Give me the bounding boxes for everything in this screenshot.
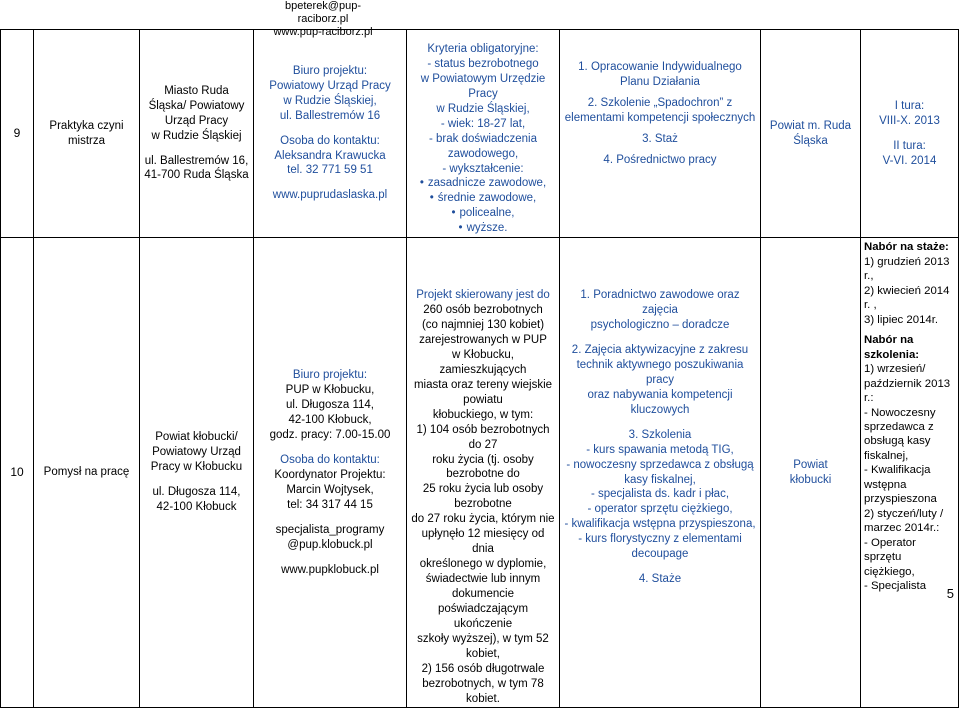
office-line: ul. Długosza 114, (285, 399, 374, 412)
criteria-cell (407, 30, 560, 238)
form-item: kluczowych (630, 403, 690, 416)
description-line: zarejestrowanych w PUP (419, 334, 547, 346)
form-item: - specjalista ds. kadr i płac, (590, 488, 730, 501)
website-link[interactable]: www.pupklobuck.pl (281, 563, 379, 576)
description-line: 2) 156 osób długotrwale (421, 662, 545, 675)
form-item: 1. Opracowanie Indywidualnego Planu Działania (578, 61, 742, 88)
criteria-line: - wykształcenie: (442, 162, 524, 175)
description-line: bezrobotnych, w tym 78 kobiet. (422, 677, 544, 705)
term-line: I tura: (894, 99, 925, 112)
contact-cell (254, 238, 407, 708)
criteria-line: w Rudzie Śląskiej, (436, 102, 530, 115)
row-number: 10 (1, 238, 34, 708)
description-line: roku życia (tj. osoby bezrobotne do (432, 453, 534, 481)
description-line: kłobuckiego, w tym: (432, 408, 534, 421)
contact-cell (254, 30, 407, 238)
contact-email[interactable]: bpeterek@pup-raciborz.pl (285, 0, 361, 25)
contact-line: Aleksandra Krawucka (274, 149, 386, 162)
form-item: 4. Staże (638, 573, 682, 586)
contact-email[interactable]: @pup.klobuck.pl (287, 538, 373, 551)
office-line: w Rudzie Śląskiej, (283, 94, 377, 107)
description-line: szkoły wyższej), w tym 52 kobiet, (417, 632, 549, 660)
contact-line: tel. 32 771 59 51 (287, 164, 373, 177)
office-line: Powiatowy Urząd Pracy (269, 79, 391, 92)
contact-line: Koordynator Projektu: (274, 468, 386, 481)
criteria-line: w Powiatowym Urzędzie Pracy (420, 72, 546, 100)
criteria-title: Kryteria obligatoryjne: (427, 43, 539, 55)
form-item: - operator sprzętu ciężkiego, (587, 503, 733, 516)
term-line: - Kwalifikacja wstępna przyspieszona (864, 464, 937, 506)
term-line: VIII-X. 2013 (879, 114, 940, 127)
contact-label: Osoba do kontaktu: (280, 134, 380, 147)
criteria-line: - status bezrobotnego (427, 57, 539, 70)
education-list (410, 176, 556, 236)
criteria-line: - wiek: 18-27 lat, (440, 117, 526, 130)
term-label: Nabór na staże: (864, 241, 949, 254)
description-cell (407, 238, 560, 708)
projects-table (0, 29, 959, 708)
description-line: upłynęło 12 miesięcy od dnia (421, 528, 545, 556)
table-row (1, 30, 959, 238)
area-line: Powiat (793, 458, 828, 471)
term-line: 2) styczeń/luty / marzec 2014r.: (864, 507, 944, 535)
description-line: w Kłobucku, zamieszkujących (439, 348, 527, 376)
term-line: 1) grudzień 2013 r., (864, 255, 950, 283)
list-item: • zasadnicze zawodowe, (410, 176, 556, 191)
project-name: Praktyka czyni mistrza (34, 30, 140, 238)
contact-website[interactable]: www.pup-raciborz.pl (273, 26, 373, 38)
term-line: - Operator sprzętu ciężkiego, (864, 536, 916, 578)
office-label: Biuro projektu: (292, 369, 368, 382)
form-item: 2. Szkolenie „Spadochron” z elementami kompetencji społecznych (564, 96, 756, 124)
form-item: - kurs florystyczny z elementami (578, 533, 742, 546)
description-line: 260 osób bezrobotnych (423, 304, 543, 317)
area: Powiat m. Ruda Śląska (761, 30, 861, 238)
form-item: 1. Poradnictwo zawodowe oraz zajęcia (580, 289, 740, 317)
form-item: 2. Zajęcia aktywizacyjne z zakresu (571, 344, 749, 356)
description-line: 25 roku życia lub osoby bezrobotne (422, 483, 544, 511)
list-item: • wyższe. (410, 221, 556, 236)
area (761, 238, 861, 708)
description-line: świadectwie lub innym dokumencie (425, 573, 541, 600)
form-item: - kwalifikacja wstępna przyspieszona, (564, 518, 756, 531)
area-line: kłobucki (789, 473, 832, 486)
office-line: 42-100 Kłobuck, (288, 414, 372, 426)
form-item: 3. Szkolenia (628, 428, 692, 441)
form-item: - kurs spawania metodą TIG, (586, 443, 734, 456)
contact-line: tel: 34 317 44 15 (287, 498, 373, 511)
applicant (140, 30, 254, 238)
applicant-line: Śląska/ Powiatowy (148, 99, 245, 112)
page-number: 5 (946, 586, 954, 602)
contact-email[interactable]: specjalista_programy (275, 523, 385, 536)
applicant-line: Powiatowy Urząd (152, 446, 241, 459)
form-item: - nowoczesny sprzedawca z obsługą (566, 458, 754, 471)
contact-label: Osoba do kontaktu: (280, 453, 380, 466)
table-row (1, 238, 959, 708)
term-line: II tura: (893, 139, 926, 152)
form-item: psychologiczno – doradcze (590, 319, 730, 332)
term-cell (861, 30, 959, 238)
applicant-line: Miasto Ruda (164, 84, 229, 97)
description-line: (co najmniej 130 kobiet) (421, 319, 545, 332)
term-line: V-VI. 2014 (882, 154, 937, 167)
top-contact (0, 0, 960, 38)
term-line: 2) kwiecień 2014 r. , (864, 284, 950, 312)
description-line: Projekt skierowany jest do (416, 289, 550, 302)
applicant-line: Urząd Pracy (164, 114, 229, 127)
description-line: poświadczającym ukończenie (437, 602, 529, 630)
term-line: - Specjalista (864, 580, 927, 593)
applicant-address: 41-700 Ruda Śląska (144, 169, 249, 182)
term-line: - Nowoczesny sprzedawca z obsługą kasy fiskalnej, (864, 406, 936, 462)
applicant-address: ul. Ballestremów 16, (144, 154, 249, 167)
list-item: • średnie zawodowe, (410, 191, 556, 206)
form-item: kasy fiskalnej, (624, 473, 696, 486)
form-item: 4. Pośrednictwo pracy (603, 153, 717, 166)
form-item: decoupage (631, 548, 689, 561)
contact-line: Marcin Wojtysek, (286, 483, 374, 496)
term-line: 3) lipiec 2014r. (864, 313, 939, 326)
description-line: do 27 roku życia, którym nie (411, 513, 555, 526)
form-item: technik aktywnego poszukiwania pracy (576, 358, 744, 386)
applicant-address: ul. Długosza 114, (152, 486, 241, 499)
description-line: 1) 104 osób bezrobotnych do 27 (416, 423, 550, 451)
list-item: • policealne, (410, 206, 556, 221)
form-item: oraz nabywania kompetencji (587, 388, 733, 401)
office-line: ul. Ballestremów 16 (279, 109, 381, 122)
applicant-line: w Rudzie Śląskiej (151, 129, 242, 142)
office-line: PUP w Kłobucku, (285, 384, 375, 397)
criteria-line: - brak doświadczenia zawodowego, (428, 132, 538, 160)
form-item: 3. Staż (642, 132, 678, 145)
term-cell (861, 238, 959, 708)
term-label: Nabór na szkolenia: (864, 334, 920, 361)
row-number: 9 (1, 30, 34, 238)
applicant-line: Pracy w Kłobucku (150, 461, 243, 474)
applicant-line: Powiat kłobucki/ (155, 431, 238, 444)
applicant-address: 42-100 Kłobuck (156, 501, 237, 514)
description-line: miasta oraz tereny wiejskie powiatu (413, 378, 553, 406)
office-line: godz. pracy: 7.00-15.00 (269, 428, 391, 441)
forms-cell (560, 238, 761, 708)
forms-cell (560, 30, 761, 238)
office-label: Biuro projektu: (292, 64, 368, 77)
applicant (140, 238, 254, 708)
website-link[interactable]: www.puprudaslaska.pl (272, 189, 388, 202)
project-name: Pomysł na pracę (34, 238, 140, 708)
description-line: określonego w dyplomie, (419, 558, 547, 571)
term-line: 1) wrzesień/ październik 2013 r.: (864, 363, 951, 405)
